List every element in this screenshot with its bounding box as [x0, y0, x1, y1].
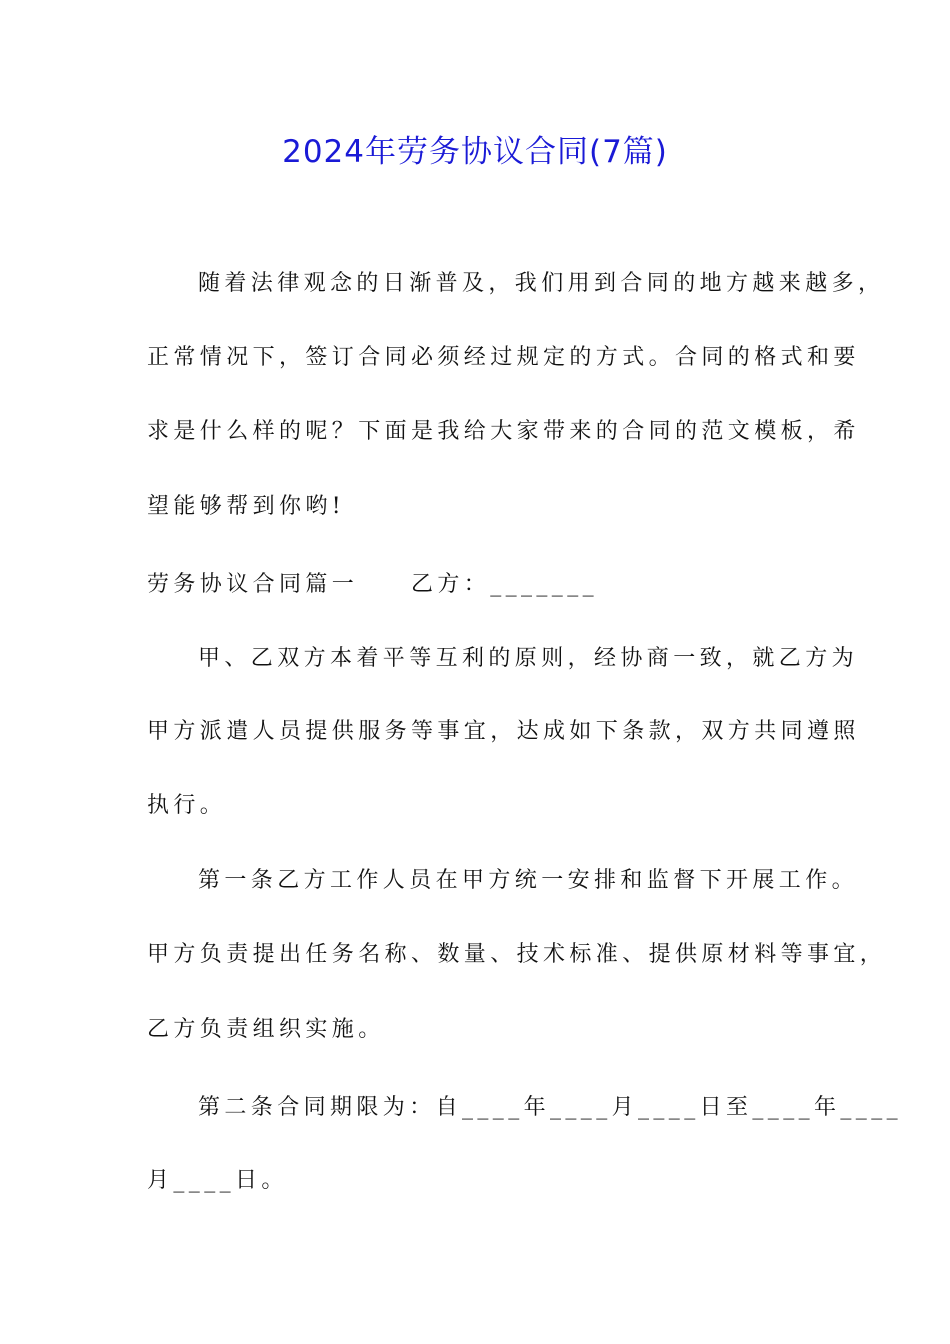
section-heading: 劳务协议合同篇一 乙方：_______ — [147, 572, 599, 597]
paragraph-line: 甲方派遣人员提供服务等事宜，达成如下条款，双方共同遵照 — [147, 719, 860, 744]
paragraph-line: 第一条乙方工作人员在甲方统一安排和监督下开展工作。 — [198, 868, 859, 893]
paragraph-line: 月____日。 — [147, 1168, 288, 1193]
paragraph-line: 望能够帮到你哟! — [147, 494, 346, 519]
paragraph-line: 正常情况下，签订合同必须经过规定的方式。合同的格式和要 — [147, 345, 860, 370]
paragraph-line: 甲方负责提出任务名称、数量、技术标准、提供原材料等事宜， — [147, 942, 887, 967]
paragraph-line: 执行。 — [147, 793, 227, 818]
paragraph-line: 随着法律观念的日渐普及，我们用到合同的地方越来越多， — [198, 271, 885, 296]
paragraph-line: 甲、乙双方本着平等互利的原则，经协商一致，就乙方为 — [198, 646, 859, 671]
paragraph-line: 求是什么样的呢？下面是我给大家带来的合同的范文模板，希 — [147, 419, 860, 444]
paragraph-line: 乙方负责组织实施。 — [147, 1017, 385, 1042]
paragraph-line: 第二条合同期限为：自____年____月____日至____年____ — [198, 1095, 903, 1120]
document-title: 2024年劳务协议合同(7篇) — [282, 134, 668, 170]
